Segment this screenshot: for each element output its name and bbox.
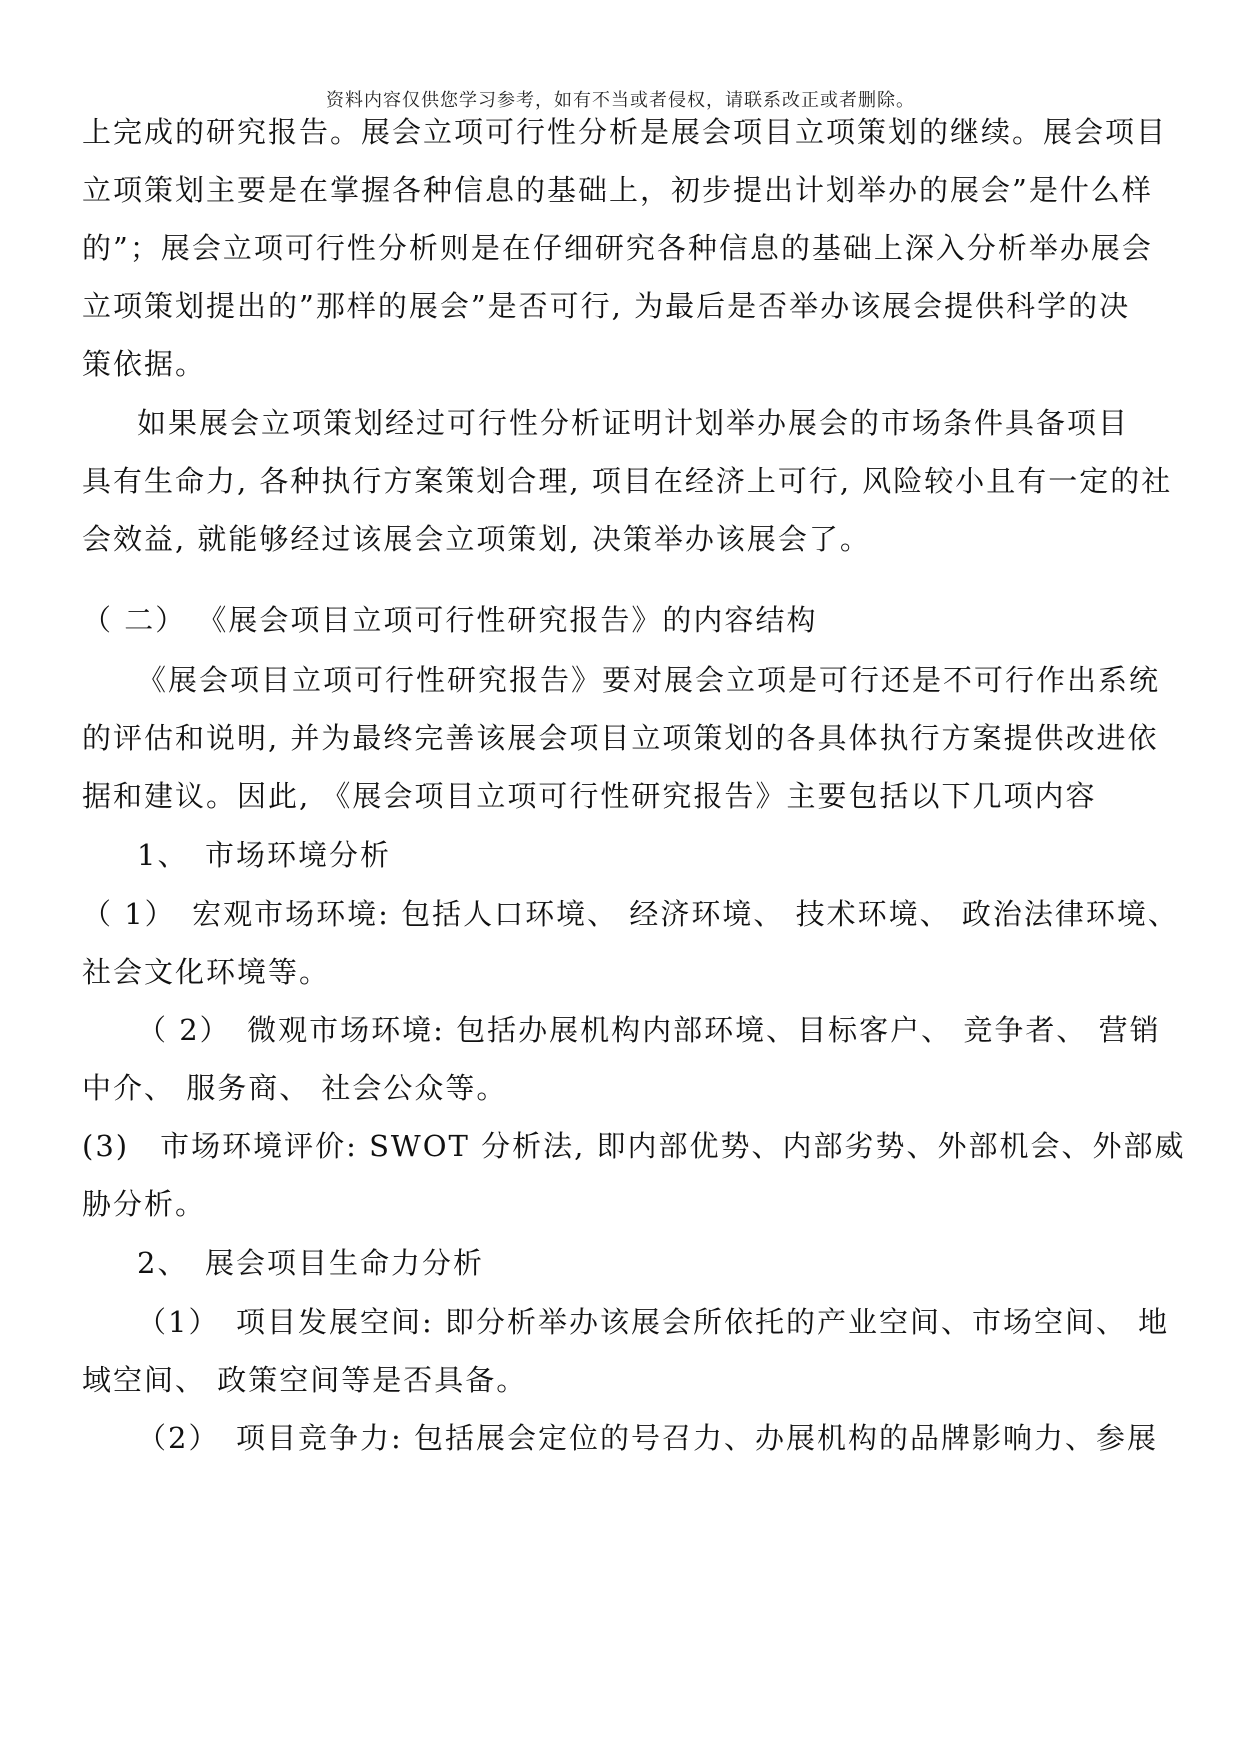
list-item-line-18: (3) 市场环境评价: SWOT 分析法, 即内部优势、内部劣势、外部机会、外部威 [82, 1129, 1186, 1163]
list-item-heading-2: 2、 展会项目生命力分析 [137, 1246, 484, 1280]
list-item-line-23: （2） 项目竞争力: 包括展会定位的号召力、办展机构的品牌影响力、参展 [137, 1421, 1158, 1455]
disclaimer-header: 资料内容仅供您学习参考，如有不当或者侵权，请联系改正或者删除。 [326, 90, 915, 111]
paragraph-line-8: 会效益, 就能够经过该展会立项策划, 决策举办该展会了。 [82, 522, 871, 556]
list-item-line-19: 胁分析。 [82, 1187, 207, 1221]
paragraph-line-12: 据和建议。因此, 《展会项目立项可行性研究报告》主要包括以下几项内容 [82, 779, 1097, 813]
list-item-line-21: （1） 项目发展空间: 即分析举办该展会所依托的产业空间、市场空间、 地 [137, 1305, 1170, 1339]
paragraph-line-11: 的评估和说明, 并为最终完善该展会项目立项策划的各具体执行方案提供改进依 [82, 721, 1159, 755]
list-item-line-15: 社会文化环境等。 [82, 955, 331, 989]
list-item-line-22: 域空间、 政策空间等是否具备。 [82, 1363, 528, 1397]
paragraph-line-10: 《展会项目立项可行性研究报告》要对展会立项是可行还是不可行作出系统 [137, 663, 1161, 697]
section-heading: （ 二） 《展会项目立项可行性研究报告》的内容结构 [82, 603, 818, 637]
list-item-line-16: （ 2） 微观市场环境: 包括办展机构内部环境、目标客户、 竞争者、 营销 [137, 1013, 1161, 1047]
paragraph-line-3: 的”；展会立项可行性分析则是在仔细研究各种信息的基础上深入分析举办展会 [82, 231, 1153, 265]
paragraph-line-7: 具有生命力, 各种执行方案策划合理, 项目在经济上可行, 风险较小且有一定的社 [82, 464, 1173, 498]
list-item-heading-1: 1、 市场环境分析 [137, 838, 391, 872]
list-item-line-17: 中介、 服务商、 社会公众等。 [82, 1071, 508, 1105]
list-item-line-14: （ 1） 宏观市场环境: 包括人口环境、 经济环境、 技术环境、 政治法律环境、 [82, 897, 1179, 931]
paragraph-line-6: 如果展会立项策划经过可行性分析证明计划举办展会的市场条件具备项目 [137, 406, 1130, 440]
paragraph-line-4: 立项策划提出的”那样的展会”是否可行, 为最后是否举办该展会提供科学的决 [82, 289, 1131, 323]
paragraph-line-1: 上完成的研究报告。展会立项可行性分析是展会项目立项策划的继续。展会项目 [82, 115, 1168, 149]
paragraph-line-5: 策依据。 [82, 347, 207, 381]
paragraph-line-2: 立项策划主要是在掌握各种信息的基础上，初步提出计划举办的展会”是什么样 [82, 173, 1153, 207]
